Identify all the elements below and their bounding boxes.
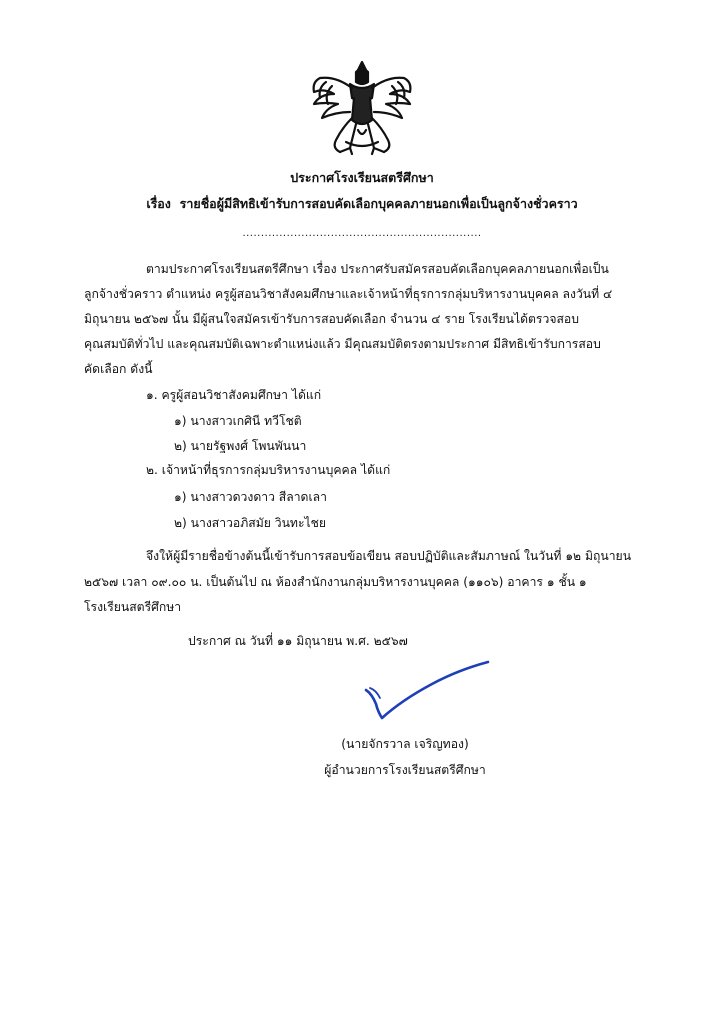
intro-line: คัดเลือก ดังนี้ [84,362,153,376]
position-heading: ๑. ครูผู้สอนวิชาสังคมศึกษา ได้แก่ [146,388,322,402]
document-subject [0,194,724,214]
closing-line: จึงให้ผู้มีรายชื่อข้างต้นนี้เข้ารับการสอบข้อเขียน สอบปฏิบัติและสัมภาษณ์ ในวันที่ ๑๒ มิถุนายน [146,549,632,563]
subject-label: เรื่อง [146,196,171,211]
closing-line: ๒๕๖๗ เวลา ๐๙.๐๐ น. เป็นต้นไป ณ ห้องสำนักงานกลุ่มบริหารงานบุคคล (๑๑๐๖) อาคาร ๑ ชั้น ๑ [84,575,587,589]
position-heading: ๒. เจ้าหน้าที่ธุรการกลุ่มบริหารงานบุคคล ได้แก่ [146,463,391,477]
intro-line: มิถุนายน ๒๕๖๗ นั้น มีผู้สนใจสมัครเข้ารับการสอบคัดเลือก จำนวน ๔ ราย โรงเรียนได้ตรวจสอบ [84,312,579,326]
garuda-emblem-icon [306,58,418,158]
handwritten-signature [362,660,492,722]
intro-line: ลูกจ้างชั่วคราว ตำแหน่ง ครูผู้สอนวิชาสังคมศึกษาและเจ้าหน้าที่ธุรการกลุ่มบริหารงานบุคคล ลงวันที่ ๔ [84,287,613,301]
announcement-date: ประกาศ ณ วันที่ ๑๑ มิถุนายน พ.ศ. ๒๕๖๗ [188,634,408,648]
signatory-position: ผู้อำนวยการโรงเรียนสตรีศึกษา [324,763,486,777]
candidate-item: ๑) นางสาวดวงดาว สีลาดเลา [174,490,327,504]
separator-dots: ................................................................. [242,228,482,239]
document-title: ประกาศโรงเรียนสตรีศึกษา [290,170,434,185]
signatory-name: (นายจักรวาล เจริญทอง) [341,737,469,751]
closing-line: โรงเรียนสตรีศึกษา [84,600,182,614]
subject-text: รายชื่อผู้มีสิทธิเข้ารับการสอบคัดเลือกบุคคลภายนอกเพื่อเป็นลูกจ้างชั่วคราว [179,196,578,211]
candidate-item: ๑) นางสาวเกศินี ทวีโชติ [174,414,302,428]
intro-line: ตามประกาศโรงเรียนสตรีศึกษา เรื่อง ประกาศรับสมัครสอบคัดเลือกบุคคลภายนอกเพื่อเป็น [146,262,609,276]
intro-line: คุณสมบัติทั่วไป และคุณสมบัติเฉพาะตำแหน่งแล้ว มีคุณสมบัติตรงตามประกาศ มีสิทธิเข้ารับการสอบ [84,337,601,351]
candidate-item: ๒) นางสาวอภิสมัย วินทะไชย [174,516,327,530]
candidate-item: ๒) นายรัฐพงศ์ โพนพันนา [174,439,307,453]
